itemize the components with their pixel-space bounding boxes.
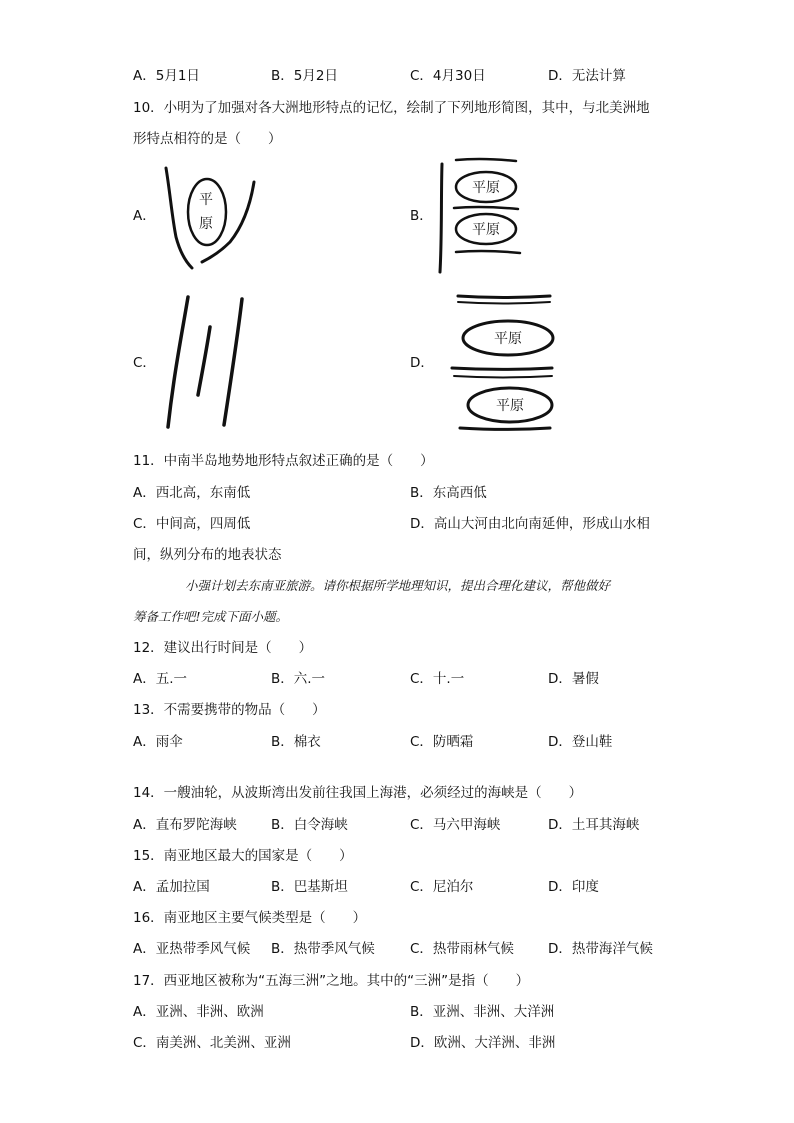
- q12-option-b: B．六.一: [271, 671, 326, 687]
- q14-option-b: B．白令海峡: [271, 817, 348, 833]
- q10-figure-b: [432, 156, 532, 276]
- q10-figure-a: [158, 162, 263, 272]
- q11-option-b: B．东高西低: [410, 485, 487, 501]
- q16-option-c: C．热带雨林气候: [410, 941, 514, 957]
- q11-option-d: D．高山大河由北向南延伸，形成山水相: [410, 516, 650, 532]
- q11-stem: 11．中南半岛地势地形特点叙述正确的是（ ）: [133, 453, 434, 469]
- q10-figure-a-plain-char2: 原: [199, 216, 213, 232]
- q10-label-a: A．: [133, 208, 156, 224]
- q10-figure-d-plain-top: 平原: [494, 331, 522, 347]
- q17-option-a: A．亚洲、非洲、欧洲: [133, 1004, 264, 1020]
- q13-stem: 13．不需要携带的物品（ ）: [133, 702, 326, 718]
- q16-stem: 16．南亚地区主要气候类型是（ ）: [133, 910, 367, 926]
- q10-figure-d: [448, 288, 558, 436]
- q10-stem-line1: 10．小明为了加强对各大洲地形特点的记忆，绘制了下列地形简图，其中，与北美洲地: [133, 100, 650, 116]
- q14-option-a: A．直布罗陀海峡: [133, 817, 237, 833]
- q12-option-c: C．十.一: [410, 671, 465, 687]
- q12-option-a: A．五.一: [133, 671, 188, 687]
- intro-line2: 筹备工作吧!完成下面小题。: [133, 609, 289, 624]
- q10-figure-a-plain-char1: 平: [199, 192, 213, 208]
- q10-figure-b-plain-top: 平原: [472, 180, 500, 196]
- q17-option-c: C．南美洲、北美洲、亚洲: [133, 1035, 291, 1051]
- q15-option-a: A．孟加拉国: [133, 879, 210, 895]
- q12-option-d: D．暑假: [548, 671, 599, 687]
- q10-figure-c: [158, 293, 253, 433]
- q12-stem: 12．建议出行时间是（ ）: [133, 640, 313, 656]
- q10-label-d: D．: [410, 355, 434, 371]
- q16-option-a: A．亚热带季风气候: [133, 941, 251, 957]
- q17-stem: 17．西亚地区被称为“五海三洲”之地。其中的“三洲”是指（ ）: [133, 973, 530, 989]
- q10-figure-d-plain-bottom: 平原: [496, 398, 524, 414]
- q9-option-d: D．无法计算: [548, 68, 626, 84]
- q10-label-b: B．: [410, 208, 433, 224]
- q13-option-b: B．棉衣: [271, 734, 321, 750]
- q9-option-c: C．4月30日: [410, 68, 486, 84]
- q13-option-d: D．登山鞋: [548, 734, 613, 750]
- q15-stem: 15．南亚地区最大的国家是（ ）: [133, 848, 353, 864]
- q10-stem-line2: 形特点相符的是（ ）: [133, 131, 282, 147]
- q15-option-d: D．印度: [548, 879, 599, 895]
- q13-option-c: C．防晒霜: [410, 734, 474, 750]
- q13-option-a: A．雨伞: [133, 734, 183, 750]
- q10-label-c: C．: [133, 355, 156, 371]
- q9-option-b: B．5月2日: [271, 68, 338, 84]
- q15-option-b: B．巴基斯坦: [271, 879, 348, 895]
- q14-option-c: C．马六甲海峡: [410, 817, 501, 833]
- q10-figure-b-plain-bottom: 平原: [472, 222, 500, 238]
- q17-option-d: D．欧洲、大洋洲、非洲: [410, 1035, 556, 1051]
- q11-option-d-continued: 间，纵列分布的地表状态: [133, 547, 282, 563]
- q16-option-b: B．热带季风气候: [271, 941, 375, 957]
- intro-line1: 小强计划去东南亚旅游。请你根据所学地理知识，提出合理化建议，帮他做好: [185, 578, 611, 593]
- q9-option-a: A．5月1日: [133, 68, 200, 84]
- q17-option-b: B．亚洲、非洲、大洋洲: [410, 1004, 555, 1020]
- q16-option-d: D．热带海洋气候: [548, 941, 653, 957]
- q14-stem: 14．一艘油轮，从波斯湾出发前往我国上海港，必须经过的海峡是（ ）: [133, 785, 583, 801]
- q11-option-a: A．西北高，东南低: [133, 485, 251, 501]
- q15-option-c: C．尼泊尔: [410, 879, 474, 895]
- q11-option-c: C．中间高，四周低: [133, 516, 251, 532]
- q14-option-d: D．土耳其海峡: [548, 817, 640, 833]
